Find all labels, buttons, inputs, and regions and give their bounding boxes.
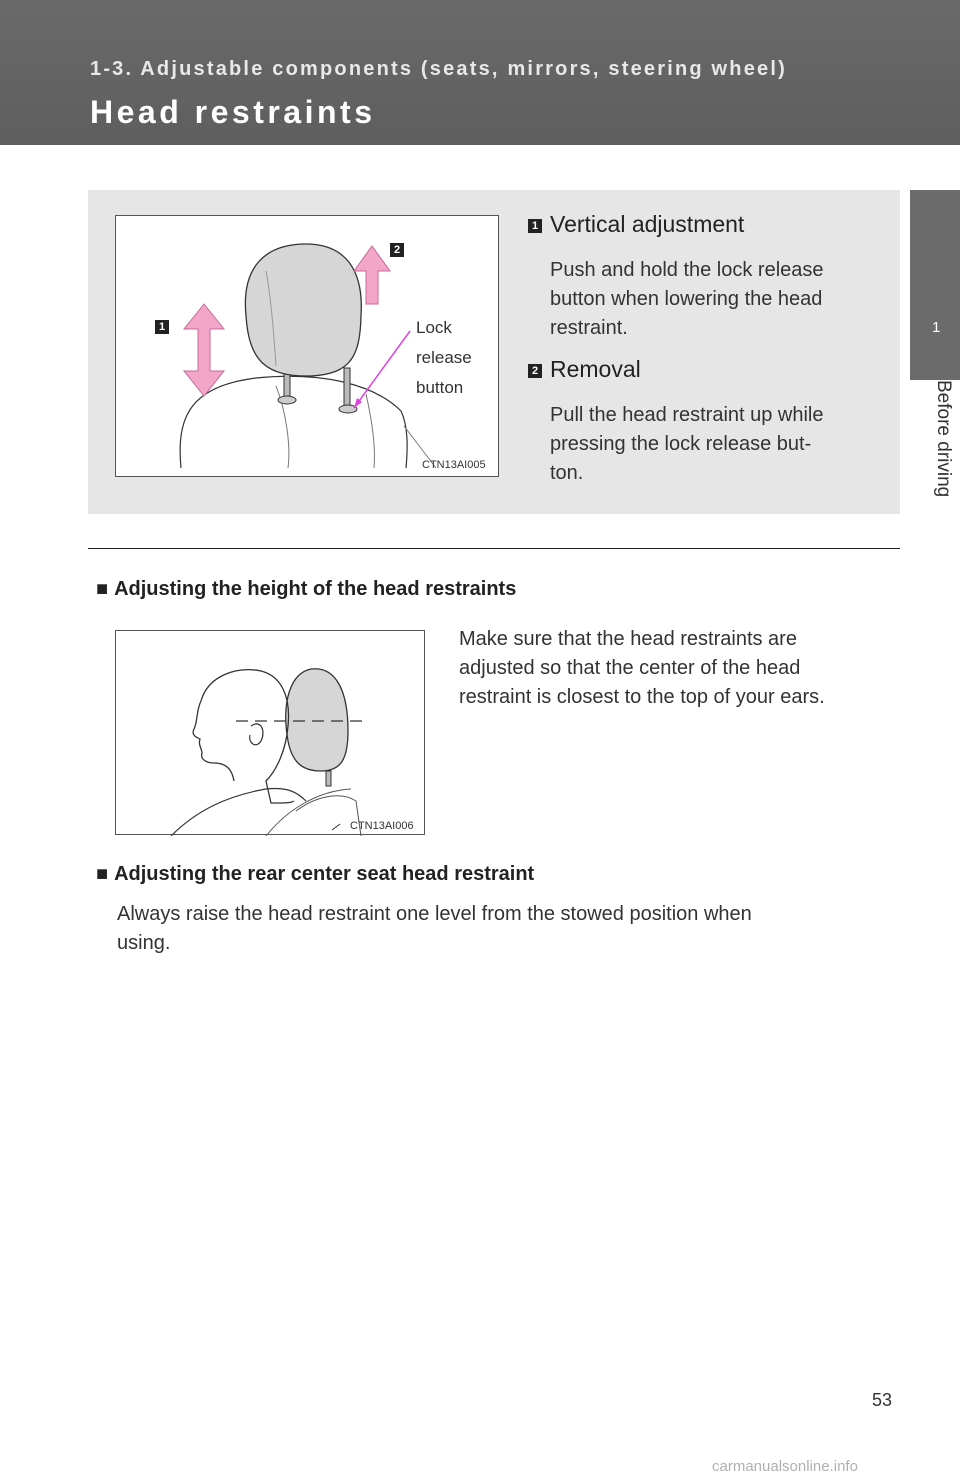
item-badge-2: 2 — [528, 364, 542, 378]
text-line: pressing the lock release but- — [550, 433, 812, 455]
text-line: Pull the head restraint up while — [550, 404, 824, 426]
chapter-number-box — [910, 190, 960, 380]
text-line: ton. — [550, 462, 584, 484]
watermark: carmanualsonline.info — [712, 1458, 858, 1475]
bullet-icon: ■ — [96, 863, 109, 885]
chapter-label: Before driving — [933, 380, 954, 498]
text-line: using. — [117, 932, 171, 954]
heading-height-adjust — [96, 578, 516, 601]
figure-badge-1: 1 — [155, 320, 169, 334]
figure-code-2: CTN13AI006 — [350, 820, 414, 832]
divider — [88, 548, 900, 549]
chapter-number: 1 — [932, 319, 941, 336]
figure-badge-2: 2 — [390, 243, 404, 257]
chapter-tab — [910, 190, 960, 535]
item-title-vertical: Vertical adjustment — [550, 211, 745, 237]
section-title: 1-3. Adjustable components (seats, mirrors, steering wheel) — [90, 58, 787, 80]
heading-text: Adjusting the rear center seat head restraint — [114, 863, 535, 885]
text-line: Always raise the head restraint one level from the stowed position when — [117, 903, 752, 925]
heading-text: Adjusting the height of the head restraints — [114, 578, 517, 600]
item-badge-1: 1 — [528, 219, 542, 233]
item-text-vertical — [550, 256, 824, 343]
figure-code-1: CTN13AI005 — [422, 459, 486, 471]
text-line: restraint. — [550, 317, 628, 339]
lock-label-line-3: button — [416, 378, 464, 397]
ear-position-figure — [115, 630, 425, 835]
page-number: 53 — [872, 1390, 893, 1410]
text-line: adjusted so that the center of the head — [459, 657, 801, 679]
item-text-removal — [550, 401, 824, 488]
head-position-illustration — [116, 631, 426, 836]
lock-label-line-1: Lock — [416, 318, 452, 337]
text-line: Push and hold the lock release — [550, 259, 824, 281]
lock-release-label — [416, 313, 472, 403]
heading-rear-center — [96, 863, 534, 886]
lock-label-line-2: release — [416, 348, 472, 367]
rear-center-text — [117, 900, 889, 958]
text-line: restraint is closest to the top of your ears. — [459, 686, 825, 708]
chapter-label-box — [910, 380, 960, 535]
page-header — [0, 0, 960, 145]
text-line: Make sure that the head restraints are — [459, 628, 797, 650]
height-adjust-text — [459, 625, 882, 712]
bullet-icon: ■ — [96, 578, 109, 600]
page-title: Head restraints — [90, 94, 376, 130]
item-title-removal: Removal — [550, 356, 641, 382]
text-line: button when lowering the head — [550, 288, 823, 310]
